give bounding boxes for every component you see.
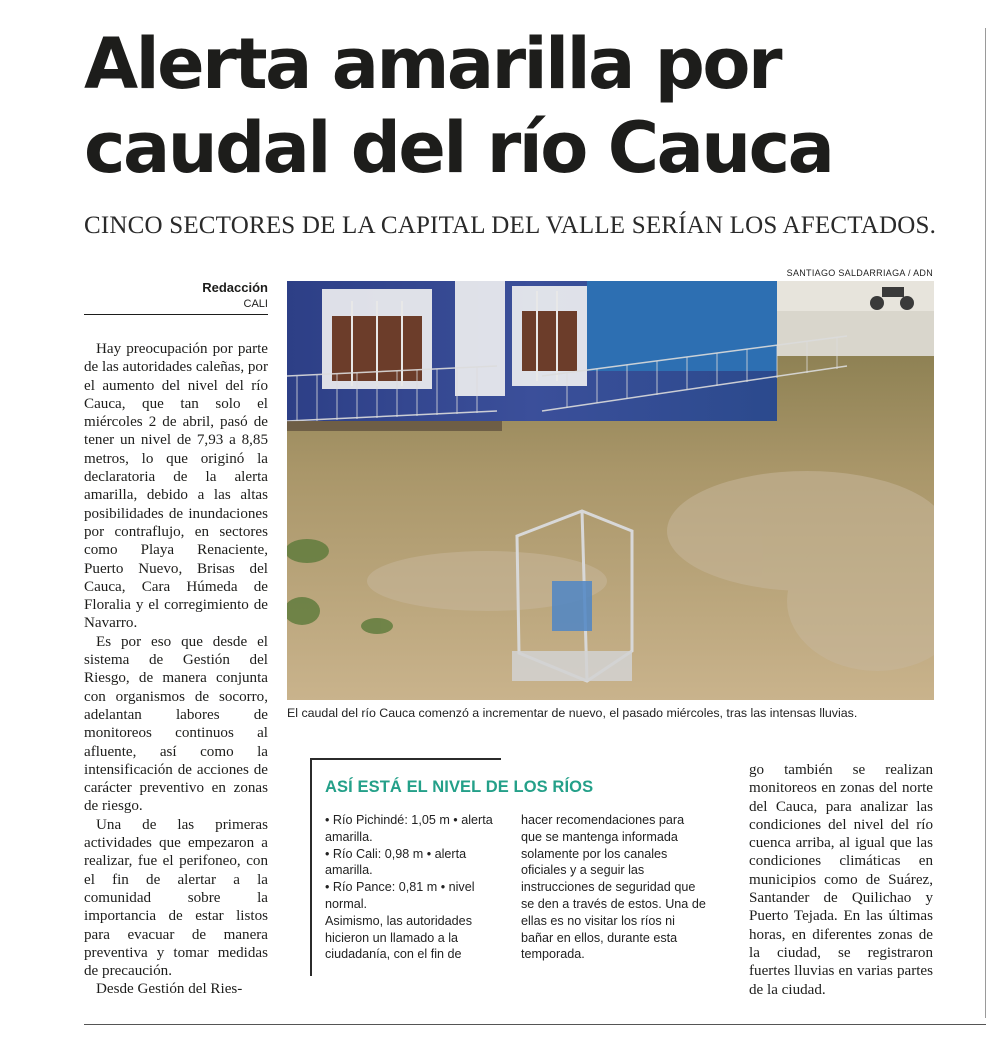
page-bottom-rule (84, 1024, 986, 1025)
river-level-item: • Río Pance: 0,81 m • nivel normal. (325, 880, 475, 911)
body-column-left (84, 340, 268, 999)
byline-rule (84, 314, 268, 315)
flood-photo (287, 281, 934, 700)
flooded-street-illustration (287, 281, 934, 700)
byline (84, 279, 268, 311)
subtitle: CINCO SECTORES DE LA CAPITAL DEL VALLE SERÍAN LOS AFECTADOS. (84, 212, 937, 239)
byline-author: Redacción (202, 280, 268, 295)
sidebar-text: Asimismo, las autoridades hicieron un llamado a la ciudadanía, con el fin de (325, 913, 472, 962)
column-rule-right (985, 28, 986, 1018)
byline-city: CALI (243, 298, 268, 310)
headline: Alerta amarilla por caudal del río Cauca (84, 23, 833, 189)
body-paragraph: go también se realizan monitoreos en zonas del norte del Cauca, para analizar las condiciones del nivel del río cuenca arriba, al igual que las condiciones climáticas en municipios como de Suárez, Santander de Quilichao y Puerto Tejada. En las últimas horas, en diferentes zonas de la ciudad, se registraron fuertes lluvias en varias partes de la ciudad. (749, 762, 933, 998)
sidebar-column-b (521, 812, 707, 963)
photo-caption: El caudal del río Cauca comenzó a incrementar de nuevo, el pasado miércoles, tras las intensas lluvias. (287, 706, 858, 720)
sidebar-rule-top (310, 758, 501, 760)
sidebar-title: ASÍ ESTÁ EL NIVEL DE LOS RÍOS (325, 778, 594, 796)
river-level-item: • Río Pichindé: 1,05 m • alerta amarilla. (325, 813, 493, 844)
body-paragraph: Desde Gestión del Ries- (96, 981, 243, 998)
body-paragraph: Una de las primeras actividades que empezaron a realizar, fue el perifoneo, con el fin de alertar a la comunidad sobre la importancia de estar listos para evacuar de manera preventiva y tomar medidas de precaución. (84, 816, 268, 980)
sidebar-text: hacer recomendaciones para que se mantenga informada solamente por los canales oficiales y a seguir las instrucciones de seguridad que se den a través de estos. Una de ellas es no visitar los ríos ni bañar en ellos, durante esta temporada. (521, 813, 706, 962)
sidebar-rule-left (310, 758, 312, 976)
body-column-right (749, 761, 933, 999)
body-paragraph: Es por eso que desde el sistema de Gestión del Riesgo, de manera conjunta con organismos de socorro, adelantan labores de monitoreos continuos al afluente, así como la intensificación de acciones de carácter preventivo en zonas de riesgo. (84, 633, 268, 815)
body-paragraph: Hay preocupación por parte de las autoridades caleñas, por el aumento del nivel del río Cauca, que tan solo el miércoles 2 de abril, pasó de tener un nivel de 7,93 a 8,85 metros, lo que originó la declaratoria de la alerta amarilla, debido a las altas posibilidades de inundaciones por contraflujo, en sectores como Playa Renaciente, Puerto Nuevo, Brisas del Cauca, Cara Húmeda de Floralia y el corregimiento de Navarro. (84, 341, 268, 632)
sidebar-column-a (325, 812, 505, 963)
photo-credit: SANTIAGO SALDARRIAGA / ADN (786, 268, 933, 278)
river-level-item: • Río Cali: 0,98 m • alerta amarilla. (325, 846, 467, 878)
